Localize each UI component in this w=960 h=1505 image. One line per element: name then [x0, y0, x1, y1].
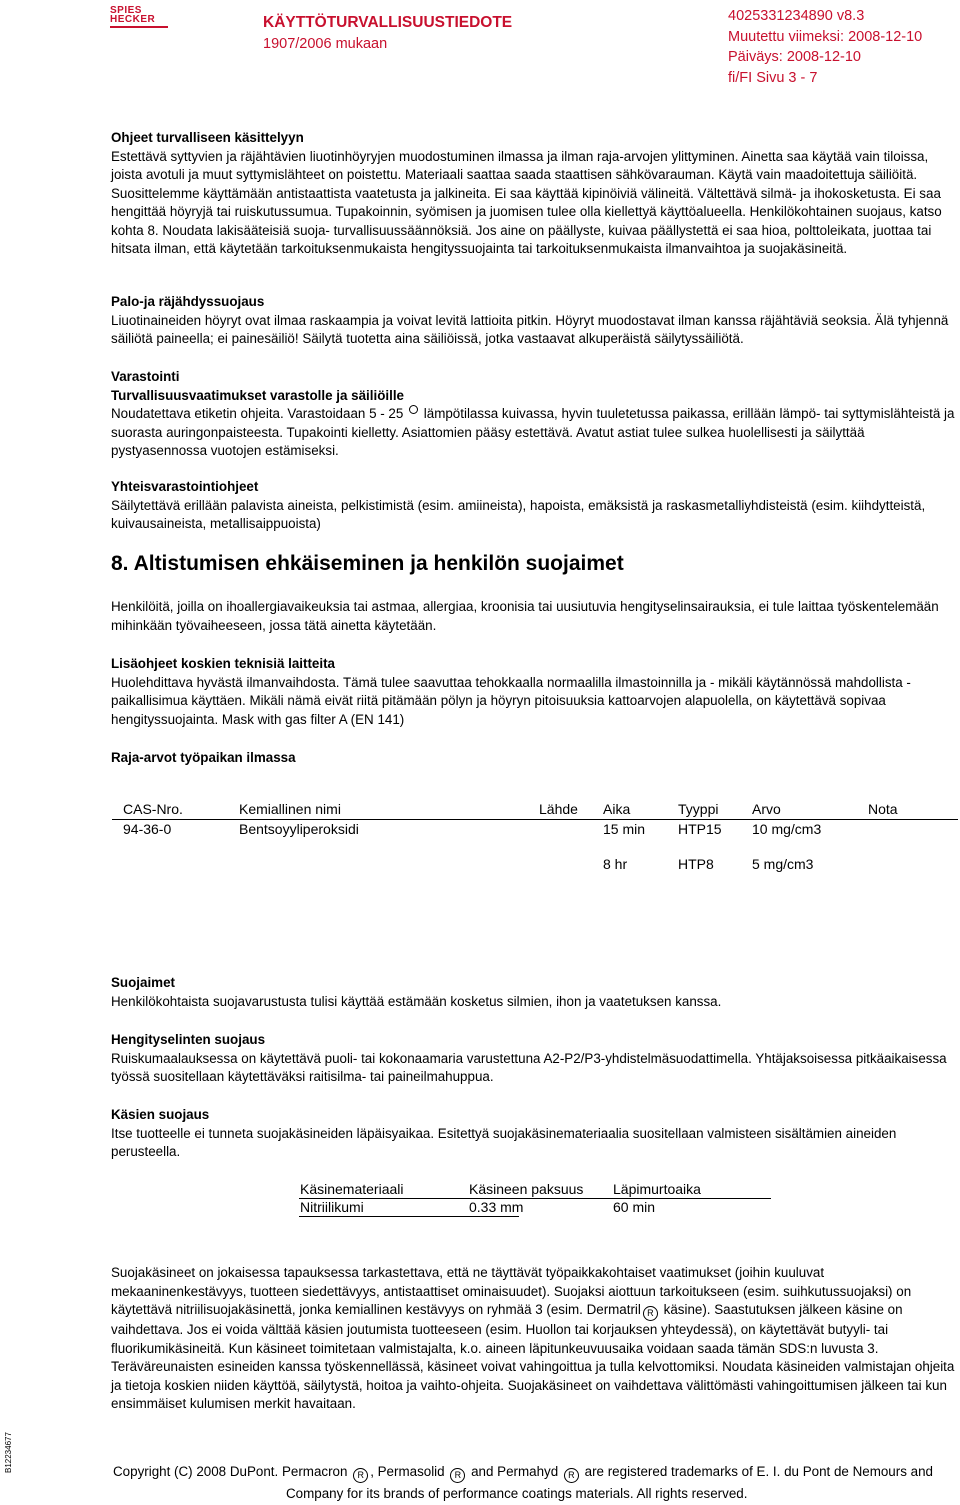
footer-line-1 — [113, 1461, 953, 1483]
storage-section — [111, 368, 956, 461]
limits-row1-cas: 94-36-0 — [123, 821, 172, 837]
page-footer — [113, 1461, 953, 1505]
page-number: fi/FI Sivu 3 - 7 — [728, 69, 818, 86]
limits-header-value: Arvo — [752, 801, 781, 817]
limits-row1-time: 15 min — [603, 821, 646, 837]
logo-line-2: HECKER — [110, 14, 156, 25]
respiratory-text: Ruiskumaalauksessa on käytettävä puoli- tai kokonaamaria varustettuna A2-P2/P3-yhdistelmäsuodattimella. Yhtäjaksoisessa pitkäaikaisessa työssä suositellaan käytettäväksi raitisilma- tai paineilmahuppua. — [111, 1050, 947, 1084]
section-8-intro-block — [111, 598, 956, 635]
glove-row-thickness: 0.33 mm — [469, 1199, 524, 1215]
storage-subheading: Turvallisuusvaatimukset varastolle ja säiliöille — [111, 387, 404, 403]
joint-storage-text: Säilytettävä erillään palavista aineista, pelkistimistä (esim. amiineista), hapoista, emäksistä ja raskasmetalliyhdisteistä (esim. kiihdytteistä, kuivausaineista, metallisaippuoista) — [111, 497, 926, 531]
modified-date: Muutettu viimeksi: 2008-12-10 — [728, 28, 923, 45]
glove-header-thickness: Käsineen paksuus — [469, 1181, 584, 1197]
side-document-code: B12234677 — [4, 1432, 13, 1473]
hand-protection-heading: Käsien suojaus — [111, 1107, 210, 1122]
joint-storage-section — [111, 478, 956, 534]
product-code: 4025331234890 v8.3 — [728, 8, 865, 24]
limits-header-type: Tyyppi — [678, 801, 719, 817]
gloves-note-part1: Suojakäsineet on jokaisessa tapauksessa tarkastettava, että ne täyttävät työpaikkakohtaiset vaatimukset (joihin kuuluvat mekaaninenkestävyys, tuotteen siedettävyys, antistaattiset ominaisuudet). Suojaksi aiottuun tarkoitukseen (esim. suihkutussuojaksi) on käytettävä nitriilisuojakäsinettä, jonka kemiallinen kestävyys on ryhmää 3 (esim. Dermatril — [111, 1265, 912, 1317]
regulation-reference: 1907/2006 mukaan — [263, 36, 388, 52]
glove-header-material: Käsinemateriaali — [300, 1181, 404, 1197]
respiratory-heading: Hengityselinten suojaus — [111, 1032, 266, 1047]
limits-heading: Raja-arvot työpaikan ilmassa — [111, 750, 296, 765]
glove-header-rule — [299, 1198, 771, 1199]
section-8-title-block — [111, 551, 956, 577]
registered-trademark-icon: R — [450, 1468, 465, 1483]
footer-line-2: Company for its brands of performance coatings materials. All rights reserved. — [286, 1486, 748, 1501]
gloves-note-part2: käsine). Saastutuksen jälkeen käsine on vaihdettava. Jos ei voida välttää käsien joutumista tuotteeseen (esim. Huollon tai korjauksen yhteydessä), on käytettävät butyyli- tai fluorikumikäsineitä. Kun käsineet toimitetaan valmistajalta, k.o. aineen läpitunkeuvuusaika voidaan saada tämän SDS:n luvusta 3. Teräväreunaisten esineiden kanssa työskennellässä, käsineet voivat vahingoittua ja tulla kelvottomiksi. Noudata käsineiden valmistajan ohjeita ja tietoja koskien niiden käyttöä, säilytystä, hoitoa ja vaihto-ohjeita. Suojakäsineet on vaihdettava välittömästi vahingoittumisen jälkeen tai kun ensimmäiset kulumisen merkit havaitaan. — [111, 1302, 955, 1411]
document-date: Päiväys: 2008-12-10 — [728, 49, 861, 65]
limits-row2-value: 5 mg/cm3 — [752, 856, 814, 872]
handling-section — [111, 129, 956, 259]
limits-header-source: Lähde — [539, 801, 578, 817]
ppe-heading: Suojaimet — [111, 975, 175, 990]
limits-row1-value: 10 mg/cm3 — [752, 821, 822, 837]
limits-header-name: Kemiallinen nimi — [239, 801, 341, 817]
footer-text-2: , Permasolid — [370, 1464, 445, 1479]
gloves-note-section — [111, 1264, 956, 1414]
glove-row-rule — [299, 1216, 519, 1217]
technical-measures-text: Huolehdittava hyvästä ilmanvaihdosta. Tämä tulee saavuttaa tehokkaalla normaalilla ilmastoinnilla ja - mikäli käytännössä mahdollista - paikallisimua käyttäen. Mikäli nämä eivät riitä pitämään pölyn ja höyryn pitoisuuksia kattoarvojen alapuolella, on käytettävä sopivaa hengityssuojainta. Mask with gas filter A (EN 141) — [111, 674, 911, 727]
storage-heading: Varastointi — [111, 369, 180, 384]
spies-hecker-logo — [110, 6, 180, 28]
hand-protection-section — [111, 1106, 956, 1162]
fire-text: Liuotinaineiden höyryt ovat ilmaa raskaampia ja voivat levitä lattioita pitkin. Höyryt muodostavat ilman kanssa räjähtäviä seoksia. Älä tyhjennä säiliötä paineella; ei painesäiliö! Säilytä tuotetta aina säiliöissä, jotka vastaavat alkuperäistä säilytyssäiliötä. — [111, 312, 949, 346]
limits-header-cas: CAS-Nro. — [123, 801, 183, 817]
fire-section — [111, 293, 956, 349]
limits-row1-type: HTP15 — [678, 821, 722, 837]
header-meta-block — [728, 6, 922, 88]
technical-measures-heading: Lisäohjeet koskien teknisiä laitteita — [111, 656, 336, 671]
limits-row2-time: 8 hr — [603, 856, 628, 872]
handling-heading: Ohjeet turvalliseen käsittelyyn — [111, 130, 304, 145]
technical-measures-section — [111, 655, 956, 729]
storage-text — [111, 405, 956, 461]
limits-heading-block — [111, 749, 956, 768]
registered-trademark-icon: R — [643, 1306, 658, 1321]
footer-text-3: and Permahyd — [471, 1464, 559, 1479]
registered-trademark-icon: R — [353, 1468, 368, 1483]
joint-storage-heading: Yhteisvarastointiohjeet — [111, 479, 259, 494]
limits-row2-type: HTP8 — [678, 856, 714, 872]
document-title: KÄYTTÖTURVALLISUUSTIEDOTE — [263, 14, 513, 31]
section-8-intro: Henkilöitä, joilla on ihoallergiavaikeuksia tai astmaa, allergiaa, kroonisia tai uusiutuvia hengityselinsairauksia, ei tule laittaa työskentelemään mihinkään työvaiheeseen, jossa tätä ainetta käytetään. — [111, 599, 939, 633]
limits-header-note: Nota — [868, 801, 898, 817]
ppe-text: Henkilökohtaista suojavarustusta tulisi käyttää estämään kosketus silmien, ihon ja vaatetuksen kanssa. — [111, 993, 722, 1009]
gloves-note-text — [111, 1264, 956, 1414]
logo-bar — [110, 26, 168, 28]
fire-heading: Palo-ja räjähdyssuojaus — [111, 294, 265, 309]
glove-header-breakthrough: Läpimurtoaika — [613, 1181, 701, 1197]
footer-text-1: Copyright (C) 2008 DuPont. Permacron — [113, 1464, 348, 1479]
handling-text: Estettävä syttyvien ja räjähtävien liuotinhöyryjen muodostuminen ilmassa ja ilman raja-arvojen ylittyminen. Ainetta saa käytää vain tiloissa, joista avotuli ja muut syttymislähteet on poistettu. Materiaali saattaa saada staattisen sähkövarauman. Käytä vain maadoitettuja säiliöitä. Suosittelemme käyttämään antistaattista vaatetusta ja jalkineita. Ei saa käyttää kipinöiviä välineitä. Vältettävä silmä- ja ihokosketusta. Ei saa hengittää höyryjä tai ruiskutussumua. Tupakoinnin, syömisen ja juomisen tulee olla kiellettyä käyttöalueella. Henkilökohtainen suojaus, katso kohta 8. Noudata lakisääteisiä suoja- turvallisuussäännöksiä. Jos aine on päällyste, kuivaa päällystettä ei saa hioa, polttoleikata, juottaa tai hitsata ilman, että käytetään tarkoituksenmukaista hengityssuojainta tai tarkoituksenmukaista ilmanvaihtoa ja suojakäsineitä. — [111, 148, 942, 256]
degree-icon — [409, 405, 418, 414]
limits-header-time: Aika — [603, 801, 631, 817]
respiratory-section — [111, 1031, 956, 1087]
section-8-title: 8. Altistumisen ehkäiseminen ja henkilön suojaimet — [111, 552, 624, 575]
page-header — [0, 0, 960, 90]
glove-row-breakthrough: 60 min — [613, 1199, 656, 1215]
limits-row1-name: Bentsoyyliperoksidi — [239, 821, 359, 837]
storage-text-part2: lämpötilassa kuivassa, hyvin tuuletetussa paikassa, erillään lämpö- tai syttymislähteistä ja suorasta auringonpaisteesta. Tupakointi kielletty. Asiattomien pääsy estettävä. Avatut astiat tulee sulkea huolellisesti ja säilyttää pystyasennossa vuotojen estämiseksi. — [111, 406, 955, 458]
ppe-section — [111, 974, 956, 1011]
header-title-block — [263, 12, 512, 54]
storage-text-part1: Noudatettava etiketin ohjeita. Varastoidaan 5 - 25 — [111, 406, 404, 421]
footer-text-4: are registered trademarks of E. I. du Pont de Nemours and — [584, 1464, 933, 1479]
hand-protection-text: Itse tuotteelle ei tunneta suojakäsineiden läpäisyaikaa. Esitettyä suojakäsinemateriaalia suositellaan valmisteen sisältämien aineiden perusteella. — [111, 1125, 897, 1159]
logo-line-1: SPIES — [110, 5, 142, 16]
registered-trademark-icon: R — [564, 1468, 579, 1483]
glove-row-material: Nitriilikumi — [300, 1199, 364, 1215]
